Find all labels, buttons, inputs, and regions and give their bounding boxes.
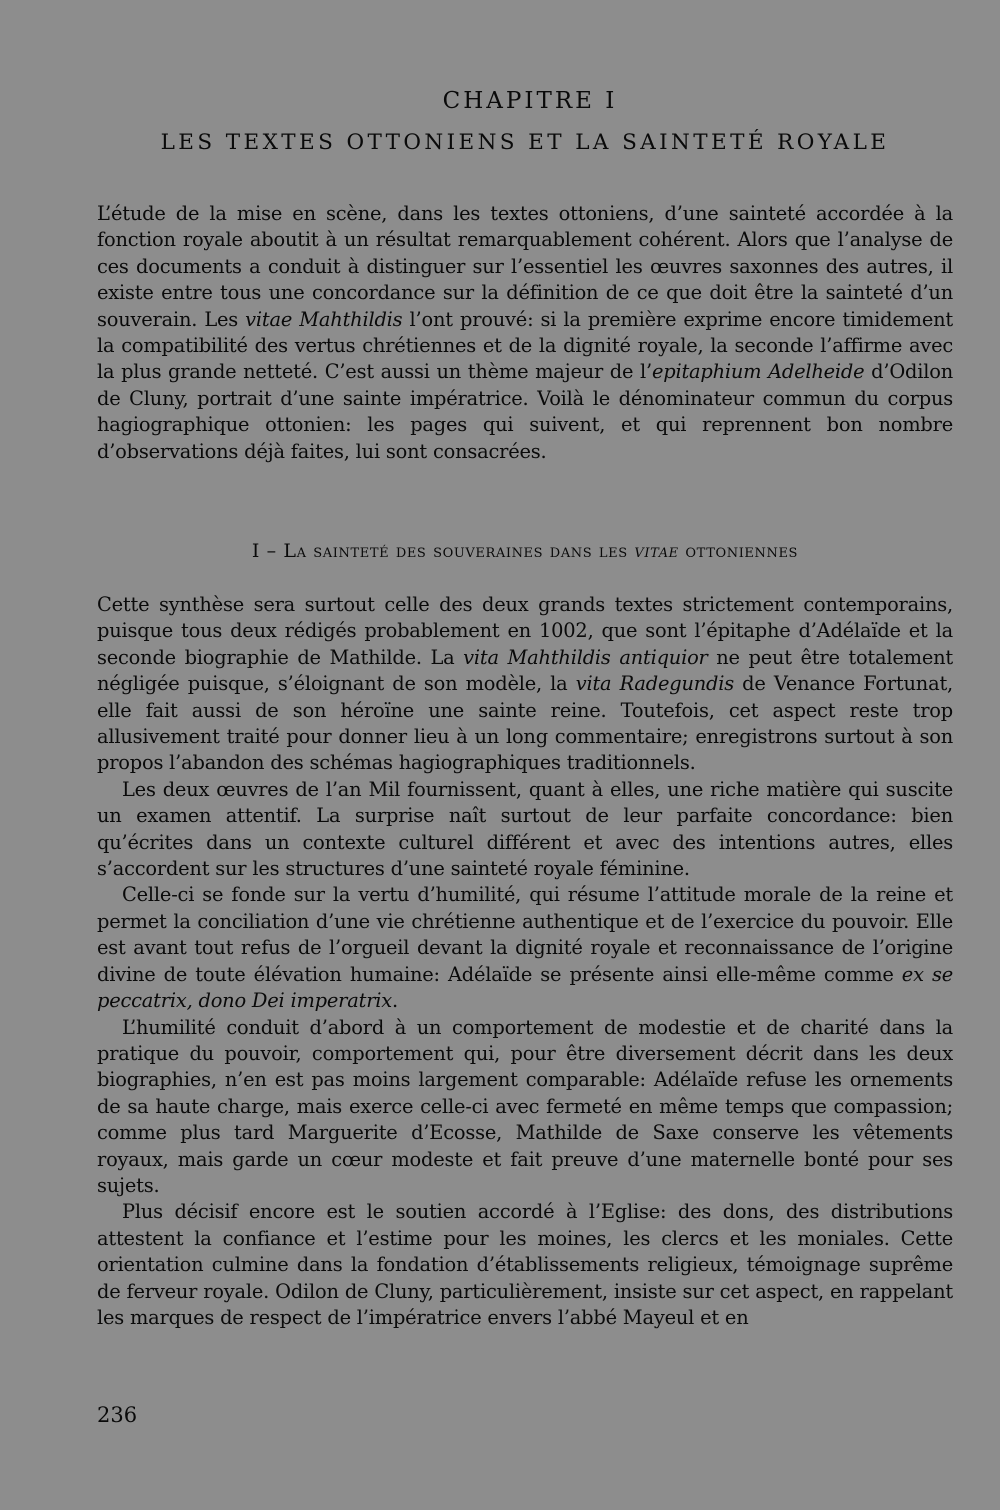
intro-text: L’étude de la mise en scène, dans les textes ottoniens, d’une sainteté accordée à la fonction royale aboutit à un résultat remarquablement cohérent. Alors que l’analyse de ces documents a conduit à distinguer sur l’essentiel les œuvres saxonnes des autres, il existe entre tous une concordance sur la définition de ce que doit être la sainteté d’un souverain. Les xyxy=(97,202,953,331)
intro-text: d’Odilon de Cluny, portrait d’une sainte impératrice. Voilà le dénominateur commun du corpus hagiographique ottonien: les pages qui suivent, et qui reprennent bon nombre d’observations déjà faites, lui sont consacrées. xyxy=(97,360,953,463)
italic-vita-radegundis: vita Radegundis xyxy=(575,672,735,696)
body-paragraph-2: Les deux œuvres de l’an Mil fournissent, quant à elles, une riche matière qui suscite un examen attentif. La surprise naît surtout de leur parfaite concordance: bien qu’écrites dans un contexte culturel différent et avec des intentions autres, elles s’accordent sur les structures d’une sainteté royale féminine. xyxy=(97,777,953,881)
italic-vita-antiquior: vita Mahthildis antiquior xyxy=(463,645,708,669)
intro-italic-vitae: vitae Mahthildis xyxy=(245,307,403,331)
body-paragraph-5: Plus décisif encore est le soutien accordé à l’Eglise: des dons, des distributions attestent la confiance et l’estime pour les moines, les clercs et les moniales. Cette orientation culmine dans la fondation d’établissements religieux, témoignage suprême de ferveur royale. Odilon de Cluny, particulièrement, insiste sur cet aspect, en rappelant les marques de respect de l’impératrice envers l’abbé Mayeul et en xyxy=(97,1200,953,1329)
chapter-label: CHAPITRE I xyxy=(442,88,618,114)
body-paragraph-1: Cette synthèse sera surtout celle des deux grands textes strictement contemporains, puisque tous deux rédigés probablement en 1002, que sont l’épitaphe d’Adélaïde et la seconde biographie de Mathilde. La vita Mahthildis antiquior ne peut être totalement négligée puisque, s’éloignant de son modèle, la vita Radegundis de Venance Fortunat, elle fait aussi de son héroïne une sainte reine. Toutefois, cet aspect reste trop allusivement traité pour donner lieu à un long commentaire; enregistrons surtout à son propos l’abandon des schémas hagiographiques traditionnels. xyxy=(97,593,954,775)
intro-italic-epitaphium: epitaphium Adelheide xyxy=(651,360,865,384)
intro-text: l’ont prouvé: si la première exprime encore timidement la compatibilité des vertus chrétiennes et de la dignité royale, la seconde l’affirme avec la plus grande netteté. C’est aussi un thème majeur de l’ xyxy=(97,307,953,384)
body-paragraph-4: L’humilité conduit d’abord à un comportement de modestie et de charité dans la pratique du pouvoir, comportement qui, pour être diversement décrit dans les deux biographies, n’en est pas moins largement comparable: Adélaïde refuse les ornements de sa haute charge, mais exerce celle-ci avec fermeté en même temps que compassion; comme plus tard Marguerite d’Ecosse, Mathilde de Saxe conserve les vêtements royaux, mais garde un cœur modeste et fait preuve d’une maternelle bonté pour ses sujets. xyxy=(97,1015,953,1197)
chapter-title: LES TEXTES OTTONIENS ET LA SAINTETÉ ROYALE xyxy=(160,130,890,155)
italic-latin-quote: ex se peccatrix, dono Dei imperatrix xyxy=(97,962,953,1013)
page-number: 236 xyxy=(97,1403,138,1427)
section-body xyxy=(97,592,953,1331)
section-heading: I – La sainteté des souveraines dans les vitae ottoniennes xyxy=(251,540,799,562)
intro-paragraph xyxy=(97,201,953,465)
body-paragraph-3: Celle-ci se fonde sur la vertu d’humilité, qui résume l’attitude morale de la reine et permet la conciliation d’une vie chrétienne authentique et de l’exercice du pouvoir. Elle est avant tout refus de l’orgueil devant la dignité royale et reconnaissance de l’origine divine de toute élévation humaine: Adélaïde se présente ainsi elle-même comme ex se peccatrix, dono Dei imperatrix. xyxy=(97,883,953,1013)
